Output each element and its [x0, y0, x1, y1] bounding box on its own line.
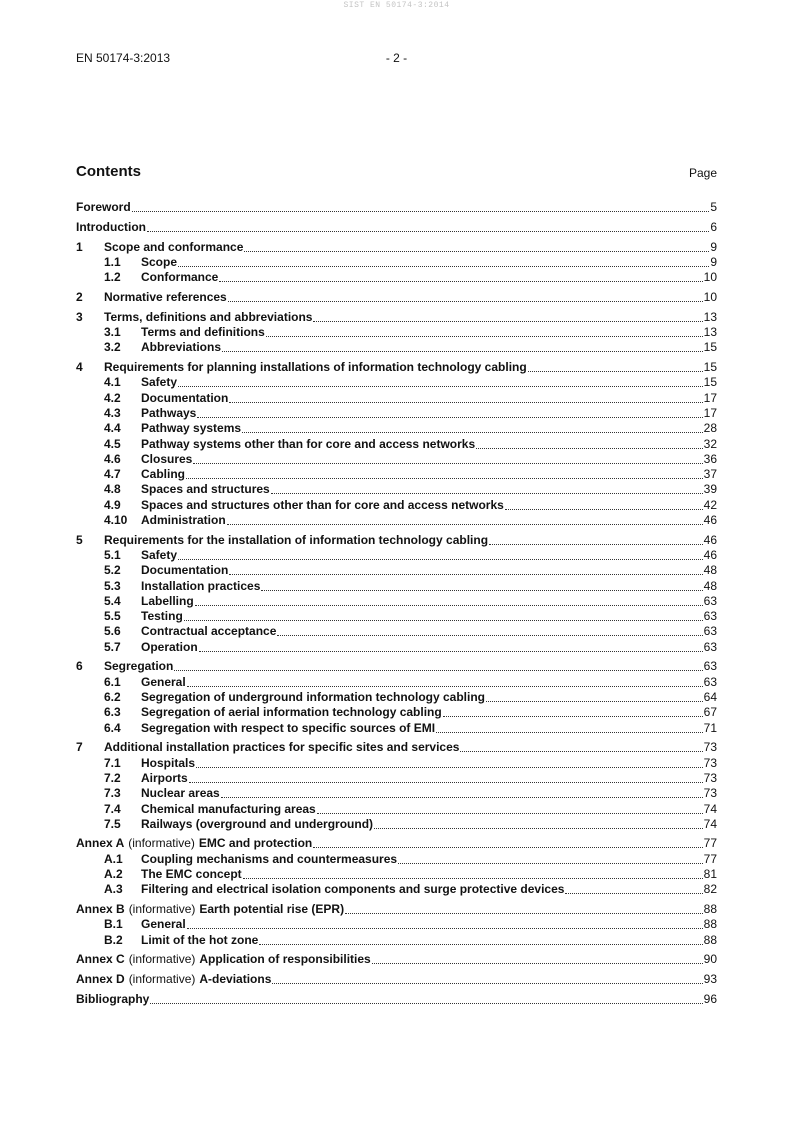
toc-entry-title: Bibliography: [76, 991, 150, 1006]
toc-entry-title: Scope and conformance: [104, 239, 244, 254]
toc-entry-title: Normative references: [104, 290, 227, 305]
dot-leader: [261, 579, 702, 591]
toc-entry[interactable]: [76, 952, 717, 967]
toc-entry-title: A-deviations: [199, 972, 272, 987]
toc-entry-page: 88: [703, 932, 717, 947]
page-column-label: Page: [688, 166, 717, 180]
toc-entry[interactable]: [76, 498, 717, 513]
dot-leader: [313, 836, 702, 848]
dot-leader: [178, 255, 709, 267]
toc-entry[interactable]: [76, 452, 717, 467]
toc-entry[interactable]: [76, 867, 717, 882]
toc-entry[interactable]: [76, 482, 717, 497]
toc-entry-number: 5.6: [104, 624, 121, 639]
page-number: - 2 -: [385, 51, 408, 65]
toc-entry-number: 7.5: [104, 816, 121, 831]
toc-entry-number: 6: [76, 659, 83, 674]
dot-leader: [184, 609, 703, 621]
toc-entry-title: Application of responsibilities: [199, 952, 371, 967]
dot-leader: [189, 771, 703, 783]
toc-entry-number: A.2: [104, 867, 123, 882]
toc-entry-page: 73: [703, 770, 717, 785]
dot-leader: [227, 513, 703, 525]
toc-entry[interactable]: [76, 548, 717, 563]
dot-leader: [187, 917, 703, 929]
toc-entry-number: 4.9: [104, 497, 121, 512]
toc-entry-title: Pathways: [141, 405, 197, 420]
toc-entry[interactable]: [76, 640, 717, 655]
toc-entry-title: Additional installation practices for specific sites and services: [104, 740, 460, 755]
toc-entry-number: 3.2: [104, 340, 121, 355]
toc-entry-title: Earth potential rise (EPR): [199, 902, 345, 917]
toc-entry[interactable]: [76, 290, 717, 305]
toc-entry-title: Safety: [141, 375, 178, 390]
toc-entry-page: 6: [710, 220, 717, 235]
toc-entry[interactable]: [76, 609, 717, 624]
toc-entry-number: Annex A: [76, 836, 125, 851]
toc-entry-title: Filtering and electrical isolation components and surge protective devices: [141, 882, 565, 897]
toc-entry-number: 7.2: [104, 770, 121, 785]
toc-entry-number: 4.4: [104, 421, 121, 436]
toc-entry-number: 5: [76, 532, 83, 547]
dot-leader: [150, 992, 702, 1004]
toc-entry-page: 15: [703, 340, 717, 355]
toc-entry-title: Introduction: [76, 220, 146, 235]
toc-entry-number: 1.1: [104, 255, 121, 270]
dot-leader: [372, 952, 703, 964]
toc-entry-number: Annex C: [76, 952, 125, 967]
toc-entry[interactable]: [76, 690, 717, 705]
toc-entry-page: 73: [703, 786, 717, 801]
toc-entry[interactable]: [76, 705, 717, 720]
toc-entry-number: A.1: [104, 851, 123, 866]
toc-entry-title: Chemical manufacturing areas: [141, 801, 316, 816]
toc-entry-number: 7.1: [104, 755, 121, 770]
dot-leader: [193, 452, 702, 464]
toc-entry-number: Annex D: [76, 972, 125, 987]
toc-entry[interactable]: [76, 740, 717, 755]
toc-entry[interactable]: [76, 933, 717, 948]
toc-entry-title: Installation practices: [141, 578, 261, 593]
toc-entry-number: 4.2: [104, 390, 121, 405]
toc-entry[interactable]: [76, 659, 717, 674]
toc-entry-title: Segregation with respect to specific sources of EMI: [141, 720, 436, 735]
toc-entry-page: 63: [703, 593, 717, 608]
toc-entry-title: Coupling mechanisms and countermeasures: [141, 851, 398, 866]
dot-leader: [489, 533, 703, 545]
toc-entry[interactable]: [76, 467, 717, 482]
toc-entry-number: 5.2: [104, 563, 121, 578]
dot-leader: [243, 867, 703, 879]
toc-entry[interactable]: [76, 992, 717, 1007]
toc-entry-page: 15: [703, 375, 717, 390]
dot-leader: [374, 817, 703, 829]
toc-entry-number: 5.7: [104, 639, 121, 654]
toc-entry-title: Labelling: [141, 593, 194, 608]
toc-entry-number: 4.10: [104, 512, 128, 527]
dot-leader: [528, 360, 703, 372]
toc-entry-page: 77: [703, 851, 717, 866]
toc-entry-title: Terms, definitions and abbreviations: [104, 309, 313, 324]
toc-entry-number: 5.3: [104, 578, 121, 593]
toc-entry-number: 5.1: [104, 547, 121, 562]
toc-entry-title: Cabling: [141, 467, 185, 482]
toc-entry[interactable]: [76, 917, 717, 932]
dot-leader: [436, 721, 703, 733]
dot-leader: [229, 391, 702, 403]
toc-entry[interactable]: [76, 391, 717, 406]
toc-entry-title: General: [141, 674, 186, 689]
toc-entry-title: Segregation of aerial information technology cabling: [141, 705, 442, 720]
toc-entry[interactable]: [76, 882, 717, 897]
dot-leader: [271, 482, 703, 494]
toc-entry-number: 4: [76, 360, 83, 375]
toc-entry-page: 77: [703, 836, 717, 851]
toc-entry-page: 48: [703, 563, 717, 578]
toc-entry-informative: (informative): [128, 902, 196, 917]
toc-entry[interactable]: [76, 325, 717, 340]
toc-entry[interactable]: [76, 255, 717, 270]
toc-entry-page: 67: [703, 705, 717, 720]
toc-entry[interactable]: [76, 675, 717, 690]
toc-entry[interactable]: [76, 972, 717, 987]
toc-entry-informative: (informative): [128, 952, 196, 967]
toc-entry-page: 17: [703, 405, 717, 420]
toc-entry-page: 36: [703, 451, 717, 466]
toc-entry-title: Testing: [141, 609, 183, 624]
toc-entry[interactable]: [76, 836, 717, 851]
toc-entry-page: 74: [703, 816, 717, 831]
toc-entry-title: Railways (overground and underground): [141, 816, 374, 831]
toc-entry-number: B.2: [104, 932, 123, 947]
toc-entry[interactable]: [76, 852, 717, 867]
toc-entry-number: 6.3: [104, 705, 121, 720]
toc-entry-title: Documentation: [141, 563, 229, 578]
toc-entry-page: 15: [703, 360, 717, 375]
dot-leader: [565, 882, 702, 894]
toc-entry-number: 4.8: [104, 482, 121, 497]
dot-leader: [266, 325, 703, 337]
toc-entry[interactable]: [76, 817, 717, 832]
toc-entry[interactable]: [76, 579, 717, 594]
toc-entry-informative: (informative): [128, 836, 195, 851]
toc-entry-title: Contractual acceptance: [141, 624, 277, 639]
toc-entry[interactable]: [76, 375, 717, 390]
toc-entry-number: 5.5: [104, 609, 121, 624]
dot-leader: [313, 310, 702, 322]
toc-entry-title: Requirements for planning installations of information technology cabling: [104, 360, 527, 375]
toc-entry-number: 4.5: [104, 436, 121, 451]
dot-leader: [272, 972, 702, 984]
toc-entry-title: Segregation: [104, 659, 174, 674]
toc-entry-title: Safety: [141, 547, 178, 562]
toc-entry-page: 73: [703, 740, 717, 755]
dot-leader: [460, 740, 702, 752]
toc-entry-number: 4.7: [104, 467, 121, 482]
toc-entry-page: 10: [703, 270, 717, 285]
toc-entry[interactable]: [76, 406, 717, 421]
toc-entry[interactable]: [76, 802, 717, 817]
toc-entry-number: 6.2: [104, 690, 121, 705]
toc-entry-page: 96: [703, 991, 717, 1006]
toc-entry-number: 1: [76, 239, 83, 254]
dot-leader: [178, 375, 703, 387]
toc-entry-page: 74: [703, 801, 717, 816]
dot-leader: [147, 220, 709, 232]
toc-entry-title: Terms and definitions: [141, 325, 265, 340]
toc-entry-page: 46: [703, 547, 717, 562]
toc-entry-page: 81: [703, 867, 717, 882]
dot-leader: [186, 467, 703, 479]
toc-entry[interactable]: [76, 310, 717, 325]
toc-entry[interactable]: [76, 771, 717, 786]
toc-entry-title: Airports: [141, 770, 188, 785]
dot-leader: [199, 640, 703, 652]
toc-entry[interactable]: [76, 421, 717, 436]
toc-entry[interactable]: [76, 624, 717, 639]
toc-entry-title: Spaces and structures: [141, 482, 270, 497]
toc-entry[interactable]: [76, 360, 717, 375]
toc-entry-title: Conformance: [141, 270, 219, 285]
dot-leader: [222, 340, 703, 352]
toc-entry-title: The EMC concept: [141, 867, 242, 882]
dot-leader: [132, 200, 710, 212]
toc-entry[interactable]: [76, 270, 717, 285]
toc-entry[interactable]: [76, 902, 717, 917]
toc-entry-page: 63: [703, 624, 717, 639]
toc-entry-number: 4.1: [104, 375, 121, 390]
dot-leader: [277, 624, 702, 636]
toc-entry[interactable]: [76, 220, 717, 235]
toc-entry-page: 42: [703, 497, 717, 512]
toc-entry-number: B.1: [104, 917, 123, 932]
dot-leader: [219, 270, 702, 282]
toc-entry-page: 5: [710, 200, 717, 215]
toc-entry[interactable]: [76, 437, 717, 452]
toc-entry-number: 7.4: [104, 801, 121, 816]
dot-leader: [398, 852, 703, 864]
toc-entry-number: Annex B: [76, 902, 125, 917]
toc-entry-page: 46: [703, 512, 717, 527]
toc-entry-page: 13: [703, 325, 717, 340]
toc-entry-title: Documentation: [141, 390, 229, 405]
toc-entry-title: Closures: [141, 451, 193, 466]
table-of-contents: [76, 196, 717, 1007]
toc-entry[interactable]: [76, 340, 717, 355]
dot-leader: [443, 705, 703, 717]
toc-entry[interactable]: [76, 200, 717, 215]
dot-leader: [228, 290, 703, 302]
toc-entry-page: 46: [703, 532, 717, 547]
toc-entry-title: EMC and protection: [198, 836, 313, 851]
toc-entry-page: 9: [710, 255, 717, 270]
dot-leader: [187, 675, 703, 687]
dot-leader: [197, 406, 702, 418]
toc-entry[interactable]: [76, 513, 717, 528]
toc-entry-page: 39: [703, 482, 717, 497]
toc-entry-title: Foreword: [76, 200, 131, 215]
toc-entry[interactable]: [76, 240, 717, 255]
toc-entry-title: Hospitals: [141, 755, 196, 770]
dot-leader: [178, 548, 703, 560]
toc-entry-page: 13: [703, 309, 717, 324]
toc-entry-page: 82: [703, 882, 717, 897]
dot-leader: [174, 659, 702, 671]
dot-leader: [242, 421, 703, 433]
toc-entry-page: 63: [703, 609, 717, 624]
toc-entry-page: 9: [710, 239, 717, 254]
toc-entry-page: 10: [703, 290, 717, 305]
document-id: EN 50174-3:2013: [76, 51, 171, 65]
toc-entry-title: Administration: [141, 512, 226, 527]
toc-entry-title: Pathway systems other than for core and access networks: [141, 436, 476, 451]
toc-entry-number: 1.2: [104, 270, 121, 285]
toc-entry-number: 6.4: [104, 720, 121, 735]
toc-entry-number: 7.3: [104, 786, 121, 801]
toc-entry-title: Pathway systems: [141, 421, 242, 436]
dot-leader: [259, 933, 702, 945]
toc-entry-page: 28: [703, 421, 717, 436]
toc-entry-page: 63: [703, 639, 717, 654]
toc-entry[interactable]: [76, 756, 717, 771]
toc-entry-page: 71: [703, 720, 717, 735]
dot-leader: [486, 690, 703, 702]
toc-entry[interactable]: [76, 533, 717, 548]
toc-entry-number: A.3: [104, 882, 123, 897]
dot-leader: [317, 802, 703, 814]
dot-leader: [195, 594, 703, 606]
toc-entry-number: 2: [76, 290, 83, 305]
toc-entry-title: Operation: [141, 639, 198, 654]
dot-leader: [229, 563, 702, 575]
toc-entry-page: 17: [703, 390, 717, 405]
toc-entry-title: Segregation of underground information technology cabling: [141, 690, 485, 705]
toc-entry-informative: (informative): [128, 972, 196, 987]
dot-leader: [345, 902, 703, 914]
contents-heading: Contents: [76, 163, 141, 180]
dot-leader: [221, 786, 703, 798]
toc-entry-number: 4.6: [104, 451, 121, 466]
toc-entry-number: 7: [76, 740, 83, 755]
toc-entry-page: 93: [703, 972, 717, 987]
toc-entry[interactable]: [76, 594, 717, 609]
toc-entry-page: 64: [703, 690, 717, 705]
toc-entry-number: 5.4: [104, 593, 121, 608]
toc-entry-title: Requirements for the installation of information technology cabling: [104, 532, 489, 547]
toc-entry[interactable]: [76, 563, 717, 578]
toc-entry-number: 4.3: [104, 405, 121, 420]
toc-entry-title: Spaces and structures other than for core and access networks: [141, 497, 504, 512]
toc-entry-page: 63: [703, 659, 717, 674]
toc-entry-title: General: [141, 917, 186, 932]
toc-entry-number: 6.1: [104, 674, 121, 689]
toc-entry-page: 63: [703, 674, 717, 689]
toc-entry-number: 3: [76, 309, 83, 324]
toc-entry-page: 88: [703, 917, 717, 932]
toc-entry-page: 73: [703, 755, 717, 770]
dot-leader: [476, 437, 703, 449]
toc-entry-page: 37: [703, 467, 717, 482]
dot-leader: [196, 756, 703, 768]
toc-entry[interactable]: [76, 721, 717, 736]
watermark: SIST EN 50174-3:2014: [343, 1, 450, 10]
toc-entry-number: 3.1: [104, 325, 121, 340]
toc-entry-title: Abbreviations: [141, 340, 222, 355]
dot-leader: [244, 240, 709, 252]
toc-entry-title: Limit of the hot zone: [141, 932, 259, 947]
toc-entry-title: Scope: [141, 255, 178, 270]
toc-entry-page: 90: [703, 952, 717, 967]
toc-entry-page: 32: [703, 436, 717, 451]
dot-leader: [505, 498, 703, 510]
toc-entry-page: 88: [703, 902, 717, 917]
toc-entry-page: 48: [703, 578, 717, 593]
toc-entry[interactable]: [76, 786, 717, 801]
toc-entry-title: Nuclear areas: [141, 786, 220, 801]
